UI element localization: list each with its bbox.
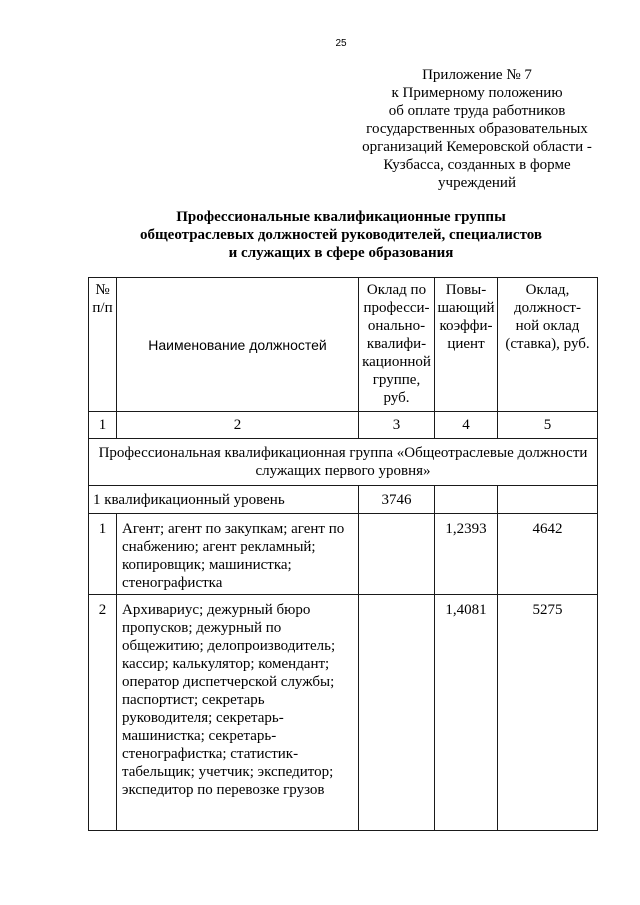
- table-row: [89, 595, 598, 831]
- qualification-group-title: Профессиональная квалификационная группа «Общеотраслевые должности служащих первого уровня»: [89, 439, 598, 486]
- coefficient-cell: 1,4081: [435, 595, 498, 831]
- column-number: 4: [435, 412, 498, 439]
- salary-cell: 4642: [498, 514, 598, 595]
- level-coefficient-cell: [435, 486, 498, 514]
- base-salary-cell: [359, 595, 435, 831]
- qualification-level-row: [89, 486, 598, 514]
- level-base-salary-cell: 3746: [359, 486, 435, 514]
- table-header-row: [89, 278, 598, 412]
- qualification-level-label: 1 квалификационный уровень: [89, 486, 359, 514]
- page-number: 25: [335, 38, 347, 49]
- document-title: Профессиональные квалификационные группы общеотраслевых должностей руководителей, специалистов и служащих в сфере образования: [140, 209, 542, 261]
- col-header-salary: Оклад, должност- ной оклад (ставка), руб.: [498, 278, 598, 412]
- column-number: 5: [498, 412, 598, 439]
- salary-cell: 5275: [498, 595, 598, 831]
- column-number: 2: [117, 412, 359, 439]
- base-salary-cell: [359, 514, 435, 595]
- col-header-base-salary: Оклад по професси- онально- квалифи- кационной группе, руб.: [359, 278, 435, 412]
- table-row: [89, 514, 598, 595]
- col-header-positions: Наименование должностей: [117, 278, 359, 412]
- qualification-group-row: [89, 439, 598, 486]
- col-header-number: № п/п: [89, 278, 117, 412]
- positions-cell: Архивариус; дежурный бюро пропусков; дежурный по общежитию; делопроизводитель; кассир; калькулятор; комендант; оператор диспетчерской службы; паспортист; секретарь руководителя; секретарь- машинистка; секретарь- стенографистка; статистик- табельщик; учетчик; экспедитор; экспедитор по перевозке грузов: [117, 595, 359, 831]
- level-salary-cell: [498, 486, 598, 514]
- column-number: 3: [359, 412, 435, 439]
- appendix-note: Приложение № 7 к Примерному положению об оплате труда работников государственных образовательных организаций Кемеровской области - Кузбасса, созданных в форме учреждений: [362, 67, 592, 191]
- qualification-groups-table: [88, 277, 598, 831]
- row-number-cell: 2: [89, 595, 117, 831]
- column-numbers-row: [89, 412, 598, 439]
- positions-cell: Агент; агент по закупкам; агент по снабжению; агент рекламный; копировщик; машинистка; стенографистка: [117, 514, 359, 595]
- column-number: 1: [89, 412, 117, 439]
- row-number-cell: 1: [89, 514, 117, 595]
- coefficient-cell: 1,2393: [435, 514, 498, 595]
- col-header-coefficient: Повы- шающий коэффи- циент: [435, 278, 498, 412]
